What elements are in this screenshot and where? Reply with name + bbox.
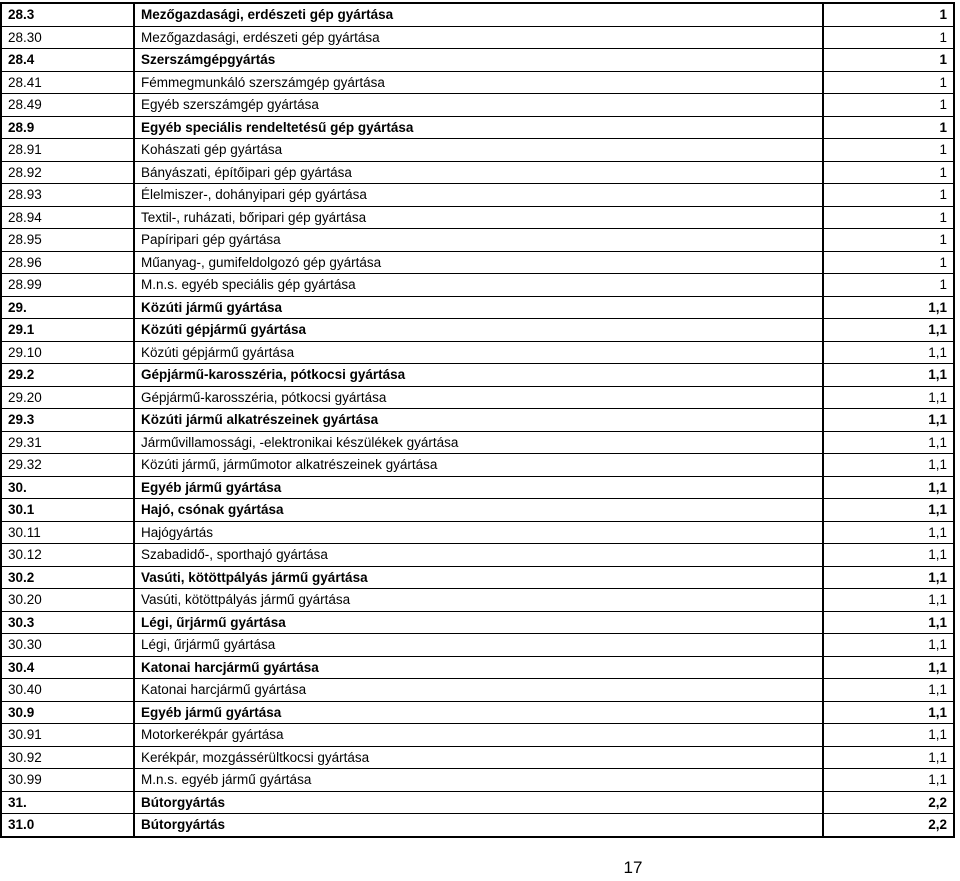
table-row — [1, 679, 954, 702]
value-cell: 1,1 — [823, 656, 954, 679]
code-cell: 30.30 — [1, 634, 134, 657]
value-cell: 1 — [823, 139, 954, 162]
code-cell: 30.4 — [1, 656, 134, 679]
table-row — [1, 3, 954, 26]
name-cell: Mezőgazdasági, erdészeti gép gyártása — [134, 26, 823, 49]
code-cell: 30.91 — [1, 724, 134, 747]
table-row — [1, 701, 954, 724]
code-cell: 28.3 — [1, 3, 134, 26]
table-row — [1, 724, 954, 747]
code-cell: 30.92 — [1, 746, 134, 769]
name-cell: Bútorgyártás — [134, 791, 823, 814]
name-cell: Motorkerékpár gyártása — [134, 724, 823, 747]
value-cell: 1,1 — [823, 319, 954, 342]
table-row — [1, 476, 954, 499]
value-cell: 1 — [823, 49, 954, 72]
table-row — [1, 769, 954, 792]
code-cell: 30.11 — [1, 521, 134, 544]
code-cell: 28.30 — [1, 26, 134, 49]
table-row — [1, 49, 954, 72]
value-cell: 1,1 — [823, 611, 954, 634]
table-row — [1, 656, 954, 679]
table-row — [1, 499, 954, 522]
table-row — [1, 94, 954, 117]
name-cell: Egyéb speciális rendeltetésű gép gyártása — [134, 116, 823, 139]
value-cell: 1,1 — [823, 589, 954, 612]
table-row — [1, 589, 954, 612]
name-cell: Kohászati gép gyártása — [134, 139, 823, 162]
code-cell: 29.3 — [1, 409, 134, 432]
code-cell: 28.9 — [1, 116, 134, 139]
table-row — [1, 274, 954, 297]
code-cell: 30. — [1, 476, 134, 499]
table-row — [1, 409, 954, 432]
code-cell: 28.95 — [1, 229, 134, 252]
value-cell: 1 — [823, 184, 954, 207]
name-cell: Közúti jármű alkatrészeinek gyártása — [134, 409, 823, 432]
value-cell: 1,1 — [823, 296, 954, 319]
code-cell: 29.31 — [1, 431, 134, 454]
code-cell: 28.94 — [1, 206, 134, 229]
table-row — [1, 341, 954, 364]
value-cell: 1 — [823, 274, 954, 297]
code-cell: 30.20 — [1, 589, 134, 612]
value-cell: 1 — [823, 94, 954, 117]
code-cell: 28.41 — [1, 71, 134, 94]
table-row — [1, 634, 954, 657]
table-row — [1, 386, 954, 409]
code-cell: 30.99 — [1, 769, 134, 792]
value-cell: 1,1 — [823, 499, 954, 522]
code-cell: 29.2 — [1, 364, 134, 387]
name-cell: Járművillamossági, -elektronikai készülékek gyártása — [134, 431, 823, 454]
name-cell: Textil-, ruházati, bőripari gép gyártása — [134, 206, 823, 229]
table-row — [1, 116, 954, 139]
code-cell: 28.91 — [1, 139, 134, 162]
name-cell: Gépjármű-karosszéria, pótkocsi gyártása — [134, 386, 823, 409]
table-row — [1, 746, 954, 769]
table-body — [1, 3, 954, 837]
name-cell: Szabadidő-, sporthajó gyártása — [134, 544, 823, 567]
name-cell: M.n.s. egyéb jármű gyártása — [134, 769, 823, 792]
code-cell: 30.1 — [1, 499, 134, 522]
value-cell: 1,1 — [823, 521, 954, 544]
name-cell: Műanyag-, gumifeldolgozó gép gyártása — [134, 251, 823, 274]
table-row — [1, 296, 954, 319]
table-row — [1, 251, 954, 274]
value-cell: 1 — [823, 161, 954, 184]
table-row — [1, 229, 954, 252]
table-row — [1, 814, 954, 837]
table-row — [1, 521, 954, 544]
code-cell: 29. — [1, 296, 134, 319]
code-cell: 28.93 — [1, 184, 134, 207]
table-row — [1, 26, 954, 49]
name-cell: Vasúti, kötöttpályás jármű gyártása — [134, 589, 823, 612]
name-cell: Vasúti, kötöttpályás jármű gyártása — [134, 566, 823, 589]
table-row — [1, 544, 954, 567]
value-cell: 1,1 — [823, 724, 954, 747]
name-cell: Kerékpár, mozgássérültkocsi gyártása — [134, 746, 823, 769]
name-cell: Élelmiszer-, dohányipari gép gyártása — [134, 184, 823, 207]
table-row — [1, 791, 954, 814]
code-cell: 30.12 — [1, 544, 134, 567]
name-cell: Közúti gépjármű gyártása — [134, 341, 823, 364]
value-cell: 1,1 — [823, 634, 954, 657]
code-cell: 28.92 — [1, 161, 134, 184]
table-row — [1, 566, 954, 589]
name-cell: Közúti jármű, járműmotor alkatrészeinek gyártása — [134, 454, 823, 477]
value-cell: 1,1 — [823, 476, 954, 499]
value-cell: 1 — [823, 26, 954, 49]
table-row — [1, 161, 954, 184]
code-cell: 28.99 — [1, 274, 134, 297]
value-cell: 1,1 — [823, 364, 954, 387]
table-row — [1, 71, 954, 94]
value-cell: 1,1 — [823, 679, 954, 702]
code-cell: 30.2 — [1, 566, 134, 589]
name-cell: Bányászati, építőipari gép gyártása — [134, 161, 823, 184]
code-cell: 29.1 — [1, 319, 134, 342]
name-cell: Gépjármű-karosszéria, pótkocsi gyártása — [134, 364, 823, 387]
name-cell: Katonai harcjármű gyártása — [134, 679, 823, 702]
value-cell: 1,1 — [823, 341, 954, 364]
table-row — [1, 139, 954, 162]
table-row — [1, 206, 954, 229]
table-row — [1, 319, 954, 342]
name-cell: Közúti gépjármű gyártása — [134, 319, 823, 342]
value-cell: 1,1 — [823, 769, 954, 792]
value-cell: 1 — [823, 251, 954, 274]
code-cell: 30.3 — [1, 611, 134, 634]
code-cell: 28.49 — [1, 94, 134, 117]
name-cell: Szerszámgépgyártás — [134, 49, 823, 72]
value-cell: 1,1 — [823, 454, 954, 477]
name-cell: Fémmegmunkáló szerszámgép gyártása — [134, 71, 823, 94]
code-cell: 28.96 — [1, 251, 134, 274]
value-cell: 1,1 — [823, 746, 954, 769]
code-cell: 29.32 — [1, 454, 134, 477]
table-row — [1, 454, 954, 477]
name-cell: Légi, űrjármű gyártása — [134, 611, 823, 634]
value-cell: 1,1 — [823, 566, 954, 589]
name-cell: Bútorgyártás — [134, 814, 823, 837]
table-row — [1, 611, 954, 634]
name-cell: Hajógyártás — [134, 521, 823, 544]
value-cell: 1,1 — [823, 431, 954, 454]
name-cell: Egyéb szerszámgép gyártása — [134, 94, 823, 117]
value-cell: 1 — [823, 71, 954, 94]
name-cell: Egyéb jármű gyártása — [134, 701, 823, 724]
value-cell: 1,1 — [823, 409, 954, 432]
value-cell: 1 — [823, 3, 954, 26]
page-number: 17 — [623, 858, 643, 877]
value-cell: 2,2 — [823, 814, 954, 837]
table-row — [1, 431, 954, 454]
name-cell: Közúti jármű gyártása — [134, 296, 823, 319]
industry-code-table — [0, 2, 955, 838]
table-row — [1, 364, 954, 387]
name-cell: Egyéb jármű gyártása — [134, 476, 823, 499]
value-cell: 1 — [823, 229, 954, 252]
name-cell: Papíripari gép gyártása — [134, 229, 823, 252]
name-cell: Mezőgazdasági, erdészeti gép gyártása — [134, 3, 823, 26]
value-cell: 1,1 — [823, 544, 954, 567]
value-cell: 1,1 — [823, 386, 954, 409]
code-cell: 30.9 — [1, 701, 134, 724]
name-cell: Hajó, csónak gyártása — [134, 499, 823, 522]
table-row — [1, 184, 954, 207]
code-cell: 31.0 — [1, 814, 134, 837]
value-cell: 1,1 — [823, 701, 954, 724]
code-cell: 31. — [1, 791, 134, 814]
value-cell: 2,2 — [823, 791, 954, 814]
code-cell: 28.4 — [1, 49, 134, 72]
code-cell: 29.20 — [1, 386, 134, 409]
name-cell: M.n.s. egyéb speciális gép gyártása — [134, 274, 823, 297]
value-cell: 1 — [823, 206, 954, 229]
code-cell: 29.10 — [1, 341, 134, 364]
name-cell: Katonai harcjármű gyártása — [134, 656, 823, 679]
name-cell: Légi, űrjármű gyártása — [134, 634, 823, 657]
code-cell: 30.40 — [1, 679, 134, 702]
value-cell: 1 — [823, 116, 954, 139]
